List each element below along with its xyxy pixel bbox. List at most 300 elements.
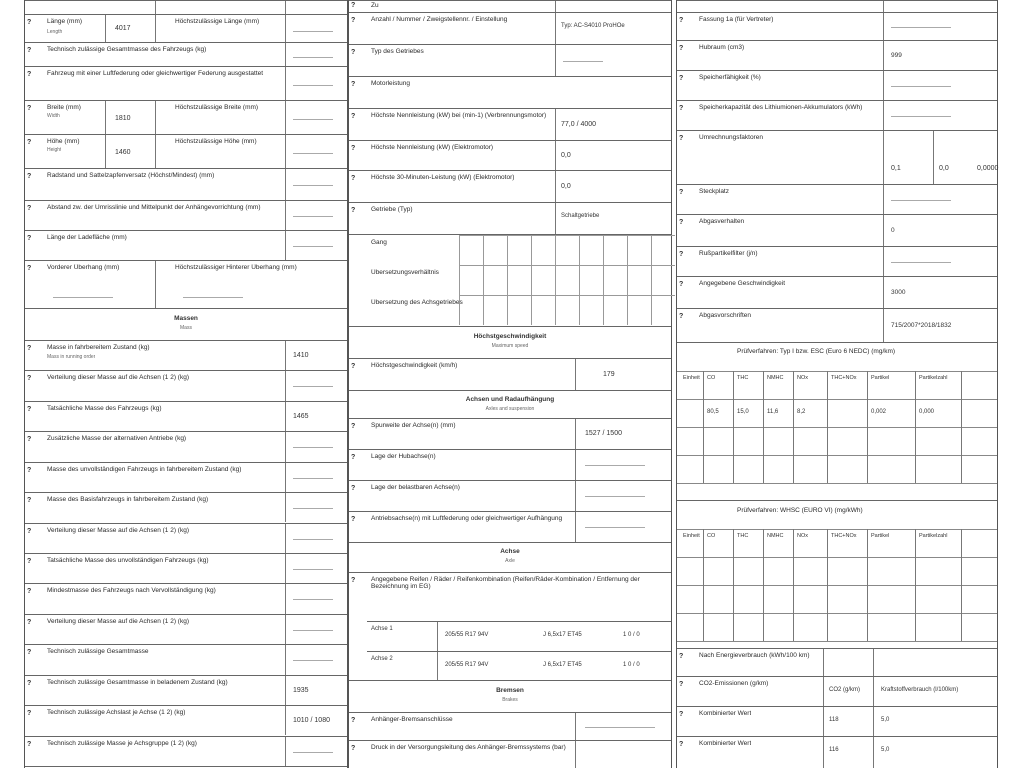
row-code: ?	[351, 113, 356, 120]
table-value: 15,0	[737, 409, 749, 415]
tyre-section	[349, 572, 671, 680]
row-divider	[883, 185, 884, 214]
row-a-header	[25, 0, 347, 14]
row-code: ?	[679, 135, 684, 142]
row-b-gearbox	[349, 202, 671, 234]
row-a-mass-item	[25, 614, 347, 644]
empty-value-line	[891, 86, 951, 87]
row-code: ?	[351, 145, 356, 152]
row-code: ?	[351, 207, 356, 214]
row-value: Typ: AC-S4010 ProHOe	[561, 23, 625, 29]
gear-grid-cell	[531, 235, 555, 265]
gear-grid-cell	[507, 295, 531, 325]
row-divider	[883, 101, 884, 130]
row-a-mass	[25, 42, 347, 66]
row-value: 1010 / 1080	[293, 717, 330, 725]
section-brakes-header	[349, 680, 671, 712]
row-label: Speicherkapazität des Lithiumionen-Akkumulators (kWh)	[699, 104, 863, 111]
row-label: Vorderer Überhang (mm)	[47, 264, 120, 271]
row-value-2: 5,0	[881, 717, 890, 723]
gear-grid-cell	[483, 295, 507, 325]
row-c-item	[677, 214, 997, 246]
row-divider	[285, 706, 286, 735]
row-code: ?	[679, 741, 684, 748]
row-code: ?	[679, 105, 684, 112]
row-c-item	[677, 40, 997, 70]
row-label: Höhe (mm)	[47, 138, 80, 145]
gear-grid-cell	[483, 265, 507, 295]
row-label: Zu	[371, 2, 379, 9]
row-code: ?	[27, 235, 32, 242]
table-col-divider	[793, 371, 794, 483]
row-code: ?	[27, 618, 32, 626]
row-divider	[883, 71, 884, 100]
row-b-power	[349, 108, 671, 140]
table-title: Prüfverfahren: Typ I bzw. ESC (Euro 6 NEDC) (mg/km)	[737, 348, 896, 355]
tyre-size: 205/55 R17 94V	[445, 632, 489, 638]
row-a-mass-item	[25, 736, 347, 766]
table-rule	[677, 529, 997, 530]
row-c-item	[677, 276, 997, 308]
tyre-rim: J 6,5x17 ET45	[543, 632, 582, 638]
row-a-coupling	[25, 200, 347, 230]
row-b-axle-item	[349, 511, 671, 542]
emissions-table-1	[677, 342, 997, 500]
row-divider	[285, 584, 286, 613]
empty-value-line	[585, 465, 645, 466]
row-value: CO2 (g/km)	[829, 687, 861, 693]
row-b-brake-connections	[349, 712, 671, 740]
row-value: 1410	[293, 352, 309, 359]
row-label: Zusätzliche Masse der alternativen Antriebe (kg)	[47, 435, 187, 443]
gear-grid-cell	[579, 295, 603, 325]
table-header: THC	[737, 375, 749, 381]
empty-value-line	[293, 752, 333, 753]
row-label: Kombinierter Wert	[699, 740, 752, 747]
gear-grid-cell	[651, 295, 675, 325]
row-a-mass-item	[25, 462, 347, 492]
row-c-item	[677, 246, 997, 276]
row-code: ?	[679, 75, 684, 82]
row-label: Angegebene Geschwindigkeit	[699, 280, 786, 287]
row-code: ?	[27, 205, 32, 212]
row-code: ?	[27, 375, 32, 383]
row-code: ?	[679, 45, 684, 52]
row-code: ?	[679, 251, 684, 258]
row-label: Technisch zulässige Masse je Achsgruppe (1 2) (kg)	[47, 739, 197, 747]
row-label: Masse des Basisfahrzeugs in fahrbereitem Zustand (kg)	[47, 496, 209, 504]
empty-value-line	[585, 496, 645, 497]
row-b-top	[349, 0, 671, 12]
row-code: ?	[351, 363, 356, 370]
row-label: Abgasverhalten	[699, 218, 745, 225]
row-value: 0,0	[939, 165, 949, 172]
row-label: Länge der Ladefläche (mm)	[47, 234, 127, 241]
row-code: ?	[351, 81, 356, 88]
row-a-length	[25, 14, 347, 42]
row-code: ?	[27, 558, 32, 565]
row-label: Höchstgeschwindigkeit (km/h)	[371, 362, 458, 369]
row-divider	[285, 737, 286, 766]
row-divider	[285, 341, 286, 370]
row-divider	[883, 13, 884, 40]
tyre-row-2	[367, 651, 671, 681]
row-a-mass-item	[25, 705, 347, 735]
column-b	[348, 0, 672, 768]
table-col-divider	[703, 529, 704, 641]
row-label: Abgasvorschriften	[699, 312, 752, 319]
row-code: ?	[351, 717, 356, 724]
row-code: ?	[27, 19, 32, 26]
row-value: 1527 / 1500	[585, 430, 622, 437]
gear-grid-cell	[459, 235, 483, 265]
emissions-table-2	[677, 500, 997, 648]
row-code: ?	[27, 466, 32, 474]
section-subtitle: Mass	[180, 325, 192, 331]
section-subtitle: Axle	[505, 558, 515, 564]
row-label: Anzahl / Nummer / Zweigstellennr. / Einstellung	[371, 16, 508, 23]
row-label: Lage der belastbaren Achse(n)	[371, 484, 460, 491]
table-col-divider	[827, 529, 828, 641]
empty-value-line	[293, 539, 333, 540]
gear-grid-cell	[555, 235, 579, 265]
empty-value-line	[585, 527, 645, 528]
row-divider	[883, 131, 884, 184]
row-label: Masse in fahrbereitem Zustand (kg)	[47, 344, 150, 351]
table-rule	[677, 371, 997, 372]
row-c-bottom-item	[677, 706, 997, 736]
row-value: 4017	[115, 25, 131, 32]
table-col-divider	[867, 371, 868, 483]
tyre-row-1	[367, 621, 671, 651]
table-value: 11,6	[767, 409, 779, 415]
section-title: Achse	[500, 548, 520, 555]
row-code: ?	[27, 405, 32, 413]
row-a-overhang	[25, 260, 347, 308]
column-a	[24, 0, 348, 768]
row-divider	[285, 615, 286, 644]
row-b-axle-item	[349, 449, 671, 480]
row-label: Technisch zulässige Achslast je Achse (1 2) (kg)	[47, 709, 186, 717]
table-col-divider	[763, 371, 764, 483]
row-sublabel: Width	[47, 113, 60, 119]
row-code: ?	[679, 681, 684, 688]
tyre-axle: Achse 2	[371, 656, 393, 662]
gear-grid-cell	[459, 265, 483, 295]
table-title: Prüfverfahren: WHSC (EURO VI) (mg/kWh)	[737, 507, 863, 514]
row-label: Höchste 30-Minuten-Leistung (kW) (Elektromotor)	[371, 174, 515, 181]
row-code: ?	[27, 649, 32, 657]
row-value: 0	[891, 227, 895, 234]
section-subtitle: Brakes	[502, 697, 518, 703]
gear-grid-cell	[507, 235, 531, 265]
row-a-mass-item	[25, 401, 347, 431]
row-label: Kombinierter Wert	[699, 710, 752, 717]
row-a-mass-item	[25, 523, 347, 553]
row-b-max-speed	[349, 358, 671, 390]
row-label: Breite (mm)	[47, 104, 81, 111]
row-code: ?	[351, 485, 356, 492]
row-value: 77,0 / 4000	[561, 121, 597, 128]
row-divider	[933, 131, 934, 184]
gear-grid-cell	[555, 265, 579, 295]
row-label: Typ des Getriebes	[371, 48, 424, 55]
row-code: ?	[27, 139, 32, 146]
gear-grid-cell	[483, 235, 507, 265]
row-code: ?	[27, 71, 32, 78]
row-divider	[823, 707, 824, 736]
row-value: 715/2007*2018/1832	[891, 322, 952, 329]
table-col-divider	[915, 371, 916, 483]
row-label: Nach Energieverbrauch (kWh/100 km)	[699, 652, 810, 659]
row-a-mass-item	[25, 644, 347, 674]
grid-row-label: Übersetzung des Achsgetriebes	[371, 299, 463, 306]
row-code: ?	[27, 345, 32, 352]
gear-grid-cell	[555, 295, 579, 325]
row-code: ?	[27, 588, 32, 596]
row-label: Anhänger-Bremsanschlüsse	[371, 716, 453, 723]
section-title: Bremsen	[496, 687, 524, 694]
row-value: 3000	[891, 289, 906, 296]
row-code: ?	[679, 711, 684, 718]
row-a-height	[25, 134, 347, 168]
row-label: Fahrzeug mit einer Luftfederung oder gleichwertiger Federung ausgestattet	[47, 70, 264, 77]
row-divider	[285, 432, 286, 461]
empty-value-line	[891, 116, 951, 117]
empty-value-line	[891, 200, 951, 201]
row-divider	[285, 493, 286, 522]
row-b-axle-item	[349, 418, 671, 449]
row-label: Verteilung dieser Masse auf die Achsen (1 2) (kg)	[47, 526, 189, 534]
row-value: 1810	[115, 115, 131, 122]
gear-ratio-grid	[349, 234, 671, 326]
row-label: Abstand zw. der Umrisslinie und Mittelpunkt der Anhängevorrichtung (mm)	[47, 204, 261, 211]
row-label-2: Höchstzulässiger Hinterer Überhang (mm)	[175, 264, 297, 271]
table-header: Einheit	[683, 375, 700, 381]
row-a-mass-item	[25, 675, 347, 705]
row-code: ?	[351, 745, 356, 752]
row-code: ?	[351, 577, 356, 584]
row-label: Lage der Hubachse(n)	[371, 453, 436, 460]
row-code: ?	[351, 17, 356, 24]
table-rule	[677, 455, 997, 456]
table-col-divider	[915, 529, 916, 641]
empty-value-line	[293, 630, 333, 631]
row-value: 999	[891, 52, 902, 59]
row-label: Technisch zulässige Gesamtmasse	[47, 648, 149, 656]
section-axles-header	[349, 390, 671, 418]
section-subtitle: Maximum speed	[491, 343, 529, 349]
empty-value-line	[293, 660, 333, 661]
gear-grid-cell	[579, 265, 603, 295]
row-value: 0,0000	[977, 165, 999, 172]
row-divider	[285, 524, 286, 553]
row-label: Länge (mm)	[47, 18, 83, 25]
row-code: ?	[679, 653, 684, 660]
empty-value-line	[891, 262, 951, 263]
row-c-item	[677, 100, 997, 130]
row-value: 0,1	[891, 165, 901, 172]
row-code: ?	[27, 173, 32, 180]
gear-grid-cell	[627, 295, 651, 325]
empty-value-line	[293, 447, 333, 448]
row-label: Radstand und Sattelzapfenversatz (Höchst/Mindest) (mm)	[47, 172, 215, 179]
row-divider	[883, 247, 884, 276]
table-header: Partikelzahl	[919, 375, 948, 381]
table-col-divider	[961, 371, 962, 483]
row-divider	[883, 277, 884, 308]
empty-value-line	[293, 508, 333, 509]
gear-grid-cell	[531, 265, 555, 295]
row-divider	[873, 737, 874, 768]
row-value: 1465	[293, 412, 309, 420]
row-divider	[285, 371, 286, 400]
row-label: Verteilung dieser Masse auf die Achsen (1 2) (kg)	[47, 374, 189, 382]
row-sublabel: Mass in running order	[47, 354, 96, 360]
empty-value-line	[891, 27, 951, 28]
gear-grid-cell	[627, 265, 651, 295]
row-label-2: Höchstzulässige Höhe (mm)	[175, 138, 257, 145]
grid-row-label: Gang	[371, 239, 387, 246]
gear-grid-cell	[627, 235, 651, 265]
row-code: ?	[27, 265, 32, 272]
row-divider	[823, 737, 824, 768]
gear-grid-cell	[603, 265, 627, 295]
row-label: Technisch zulässige Gesamtmasse in beladenem Zustand (kg)	[47, 678, 228, 686]
table-col-divider	[733, 529, 734, 641]
table-rule	[677, 399, 997, 400]
row-value: 118	[829, 717, 839, 723]
empty-value-line	[293, 569, 333, 570]
row-sublabel: Length	[47, 29, 63, 35]
row-divider	[285, 676, 286, 705]
row-b-brake-pressure	[349, 740, 671, 768]
gear-grid-cell	[531, 295, 555, 325]
row-c-bottom-item	[677, 648, 997, 676]
row-b-electric-power	[349, 140, 671, 170]
table-header: NOx	[797, 375, 808, 381]
row-value: 0,0	[561, 152, 571, 159]
table-rule	[677, 613, 997, 614]
table-col-divider	[961, 529, 962, 641]
row-label: Umrechnungsfaktoren	[699, 134, 763, 141]
table-rule	[677, 557, 997, 558]
row-code: ?	[679, 17, 684, 24]
row-divider	[883, 41, 884, 70]
row-code: ?	[351, 423, 356, 430]
gear-grid-cell	[651, 235, 675, 265]
row-value: Schaltgetriebe	[561, 213, 600, 219]
row-label: Spurweite der Achse(n) (mm)	[371, 422, 456, 429]
row-label: Tatsächliche Masse des unvollständigen Fahrzeugs (kg)	[47, 557, 209, 564]
section-title: Massen	[174, 315, 198, 322]
row-value-2: Kraftstoffverbrauch (l/100km)	[881, 687, 959, 693]
table-value: 0,002	[871, 409, 887, 415]
row-a-mass-item	[25, 370, 347, 400]
row-label: Masse des unvollständigen Fahrzeugs in fahrbereitem Zustand (kg)	[47, 465, 242, 473]
row-code: ?	[679, 219, 684, 226]
row-label: Mindestmasse des Fahrzeugs nach Vervollständigung (kg)	[47, 587, 216, 595]
table-rule	[677, 427, 997, 428]
section-axle-header	[349, 542, 671, 572]
table-col-divider	[703, 371, 704, 483]
table-header: Partikel	[871, 375, 890, 381]
row-b-manufacturer	[349, 12, 671, 44]
row-value: 1460	[115, 149, 131, 156]
row-a-wheelbase	[25, 168, 347, 200]
row-b-axle-item	[349, 480, 671, 511]
row-code: ?	[27, 710, 32, 718]
row-label-2: Höchstzulässige Breite (mm)	[175, 104, 259, 111]
row-label: Rußpartikelfilter (j/n)	[699, 250, 758, 257]
row-code: ?	[27, 105, 32, 112]
row-value: 1935	[293, 686, 309, 694]
row-code: ?	[351, 49, 356, 56]
table-header: THC+NOx	[831, 533, 857, 539]
row-divider	[575, 419, 576, 449]
table-rule	[677, 641, 997, 642]
row-label: Fassung 1a (für Vertreter)	[699, 16, 774, 23]
row-a-mass-item	[25, 340, 347, 370]
row-c-item	[677, 184, 997, 214]
row-c-item	[677, 12, 997, 40]
table-header: NMHC	[767, 375, 784, 381]
gear-grid-cell	[579, 235, 603, 265]
gear-grid-cell	[603, 295, 627, 325]
table-value: 0,000	[919, 409, 935, 415]
row-label: Speicherfähigkeit (%)	[699, 74, 761, 81]
row-code: ?	[351, 2, 356, 9]
table-header: Partikelzahl	[919, 533, 948, 539]
row-divider	[575, 512, 576, 542]
row-value: 179	[603, 371, 615, 378]
row-divider	[285, 645, 286, 674]
table-col-divider	[867, 529, 868, 641]
empty-value-line	[293, 386, 333, 387]
row-label: Getriebe (Typ)	[371, 206, 413, 213]
row-code: ?	[679, 281, 684, 288]
row-label: Verteilung dieser Masse auf die Achsen (1 2) (kg)	[47, 617, 189, 625]
gear-grid-cell	[651, 265, 675, 295]
row-a-loadlength	[25, 230, 347, 260]
column-c	[676, 0, 998, 768]
registration-document	[20, 0, 1000, 768]
section-title: Höchstgeschwindigkeit	[473, 333, 547, 340]
row-a-mass-item	[25, 431, 347, 461]
row-divider	[823, 649, 824, 676]
row-label: Antriebsachse(n) mit Luftfederung oder gleichwertiger Aufhängung	[371, 515, 563, 522]
row-code: ?	[27, 47, 32, 54]
row-divider	[883, 215, 884, 246]
table-header: Einheit	[683, 533, 700, 539]
row-a-mass-item	[25, 553, 347, 583]
table-col-divider	[827, 371, 828, 483]
row-label-2: Höchstzulässige Länge (mm)	[175, 18, 260, 25]
row-label: Steckplatz	[699, 188, 729, 195]
section-mass-header	[25, 308, 347, 340]
row-label: Hubraum (cm3)	[699, 44, 745, 51]
row-a-mass-item	[25, 492, 347, 522]
grid-row-label: Übersetzungsverhältnis	[371, 269, 439, 276]
row-code: ?	[351, 454, 356, 461]
tyre-load: 1 0 / 0	[623, 662, 640, 668]
row-divider	[873, 649, 874, 676]
table-header: NOx	[797, 533, 808, 539]
row-a-width	[25, 100, 347, 134]
row-code: ?	[351, 516, 356, 523]
row-b-gear-type	[349, 44, 671, 76]
row-c-bottom-item	[677, 676, 997, 706]
